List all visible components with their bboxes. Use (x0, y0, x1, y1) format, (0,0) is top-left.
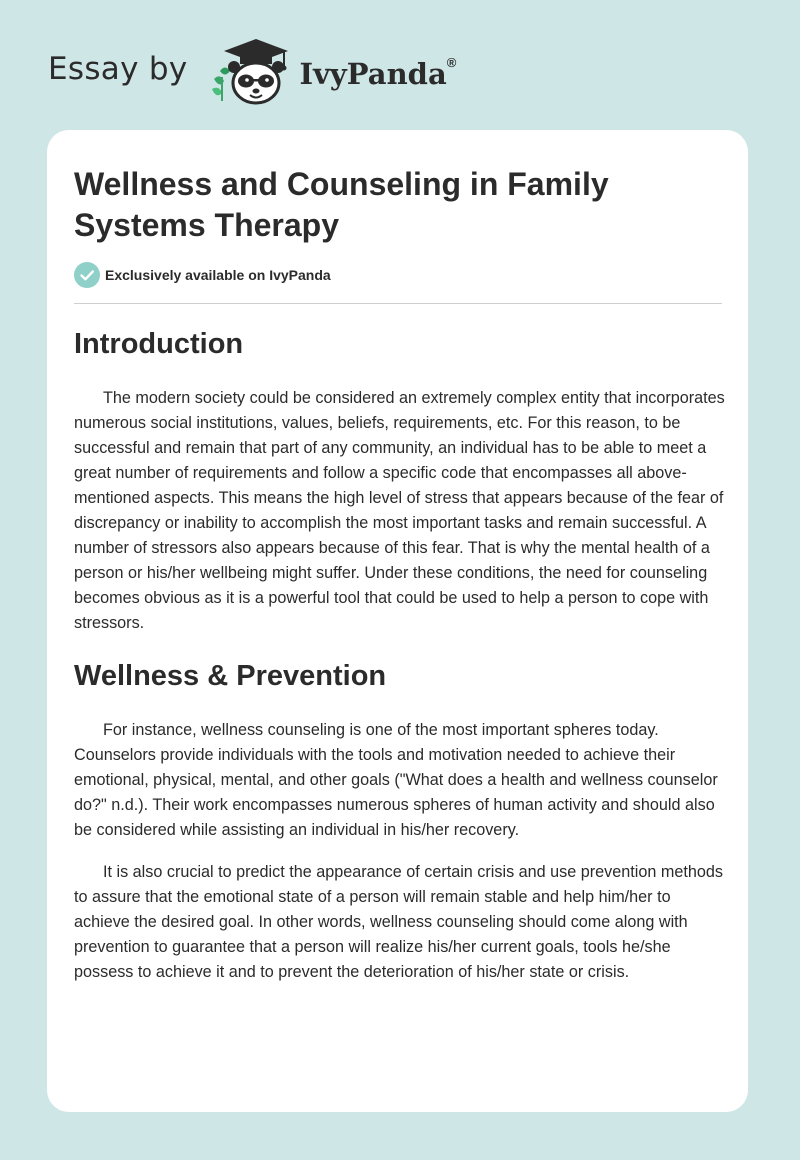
ivypanda-logo-icon[interactable] (206, 37, 296, 107)
essay-by-label: Essay by (48, 51, 188, 87)
paragraph: For instance, wellness counseling is one of the most important spheres today. Counselors provide individuals with the tools and motivation needed to achieve their emotional, physical, mental, and other goals ("What does a health and wellness counselor do?" n.d.). Their work encompasses numerous spheres of human activity and should also be considered while assisting an individual in his/her recovery. (74, 721, 718, 839)
exclusive-badge (74, 262, 331, 288)
section-heading-wellness-prevention: Wellness & Prevention (74, 660, 387, 692)
brand-name[interactable]: IvyPanda® (299, 55, 457, 91)
registered-mark: ® (446, 55, 457, 71)
check-circle-icon (74, 262, 100, 288)
exclusive-label: Exclusively available on IvyPanda (105, 267, 331, 283)
paragraph: The modern society could be considered an extremely complex entity that incorporates numerous social institutions, values, beliefs, requirements, etc. For this reason, to be successful and remain that part of any community, an individual has to be able to meet a great number of requirements and follow a specific code that encompasses all above-mentioned aspects. This means the high level of stress that appears because of the fear of discrepancy or inability to accomplish the most important tasks and remain successful. A number of stressors also appears because of this fear. That is why the mental health of a person or his/her wellbeing might suffer. Under these conditions, the need for counseling becomes obvious as it is a powerful tool that could be used to help a person to cope with stressors. (74, 389, 725, 632)
section-heading-introduction: Introduction (74, 328, 244, 360)
essay-body (74, 326, 726, 1002)
site-header (48, 36, 456, 108)
title-divider (74, 303, 722, 304)
essay-title: Wellness and Counseling in Family Systems Therapy (74, 166, 609, 243)
paragraph: It is also crucial to predict the appearance of certain crisis and use prevention methods to assure that the emotional state of a person will remain stable and help him/her to achieve the desired goal. In other words, wellness counseling should come along with prevention to guarantee that a person will realize his/her current goals, tools he/she possess to achieve it and to prevent the deterioration of his/her state or crisis. (74, 863, 723, 981)
essay-card (47, 130, 748, 1112)
